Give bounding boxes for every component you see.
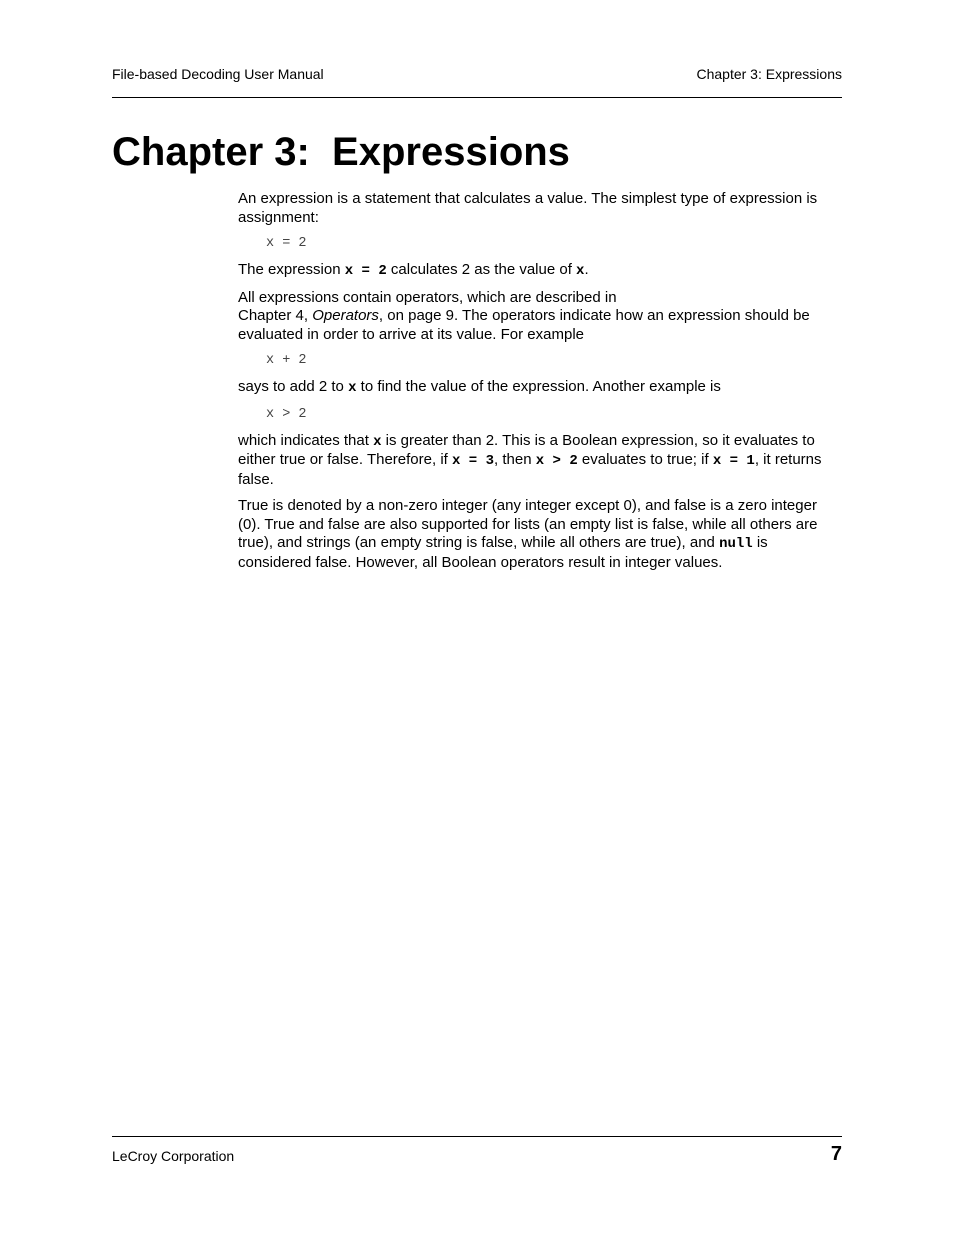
inline-code: x = 1 bbox=[712, 453, 755, 469]
code-example-comparison: x > 2 bbox=[266, 406, 307, 422]
code-example-assignment: x = 2 bbox=[266, 236, 307, 251]
paragraph-operators: All expressions contain operators, which are described in Chapter 4, Operators, on page 9. The operators indicate how an expression should be evaluated in order to arrive at its value. For example bbox=[238, 288, 810, 343]
paragraph-assignment-explanation: The expression x = 2 calculates 2 as the value of x. bbox=[238, 261, 589, 279]
paragraph-boolean-explanation: which indicates that x is greater than 2. This is a Boolean expression, so it evaluates to either true or false. Therefore, if x = 3, then x > 2 evaluates to true; if x = 1, it returns false. bbox=[238, 431, 822, 488]
header-manual-title: File-based Decoding User Manual bbox=[112, 66, 324, 82]
header-chapter-title: Chapter 3: Expressions bbox=[696, 66, 842, 82]
code-example-addition: x + 2 bbox=[266, 353, 307, 368]
paragraph-true-false: True is denoted by a non-zero integer (any integer except 0), and false is a zero integer (0). True and false are also supported for lists (an empty list is false, while all others are true), and strings (an empty string is false, while all others are true), and null is considered false. However, all Boolean operators result in integer values. bbox=[238, 497, 818, 571]
inline-code: x bbox=[348, 380, 357, 396]
paragraph-intro: An expression is a statement that calculates a value. The simplest type of expression is assignment: bbox=[238, 190, 818, 226]
footer-company: LeCroy Corporation bbox=[112, 1148, 235, 1164]
header-divider bbox=[112, 97, 842, 98]
inline-code: x = 2 bbox=[344, 263, 387, 279]
running-header bbox=[112, 66, 842, 86]
footer-divider bbox=[112, 1136, 842, 1137]
paragraph-addition-explanation: says to add 2 to x to find the value of the expression. Another example is bbox=[238, 378, 721, 396]
page-number: 7 bbox=[830, 1143, 842, 1165]
inline-code: x = 3 bbox=[452, 453, 495, 469]
chapter-title: Chapter 3: Expressions bbox=[112, 130, 570, 174]
inline-code: null bbox=[719, 536, 753, 552]
inline-code: x > 2 bbox=[535, 453, 578, 469]
inline-code: x bbox=[373, 433, 382, 450]
inline-code: x bbox=[576, 263, 585, 279]
chapter-body bbox=[238, 190, 842, 580]
cross-reference-operators: Operators bbox=[312, 307, 379, 324]
